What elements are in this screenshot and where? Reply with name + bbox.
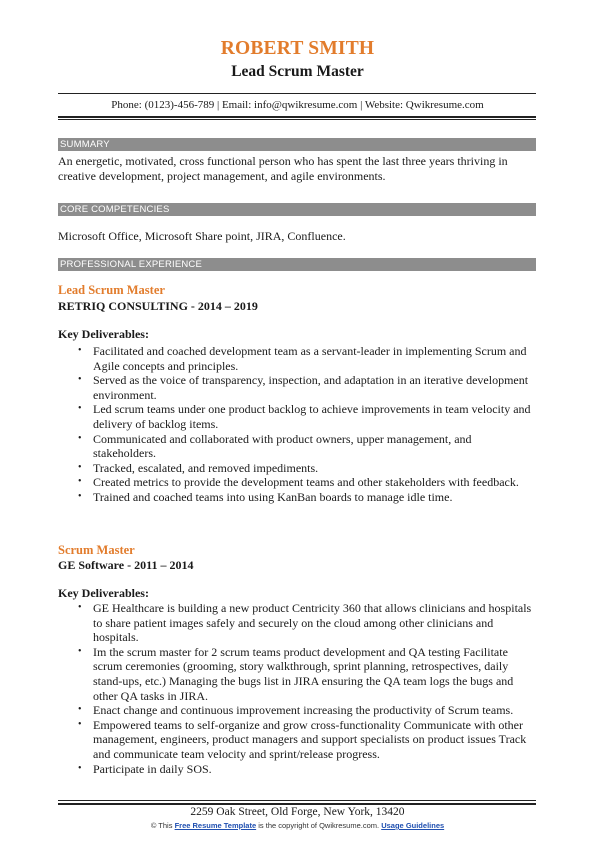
- section-heading-summary: SUMMARY: [58, 138, 536, 151]
- bullet-icon: •: [78, 476, 82, 488]
- bullet-icon: •: [78, 645, 82, 657]
- deliverables-list: [58, 344, 536, 505]
- job-company: RETRIQ CONSULTING - 2014 – 2019: [58, 299, 258, 313]
- candidate-title: Lead Scrum Master: [231, 63, 364, 80]
- job-title: Lead Scrum Master: [58, 283, 165, 297]
- candidate-name: ROBERT SMITH: [220, 38, 375, 59]
- bullet-icon: •: [78, 432, 82, 444]
- list-item: • Communicated and collaborated with product owners, upper management, and stakeholders.: [78, 431, 472, 461]
- section-heading-competencies: CORE COMPETENCIES: [58, 203, 536, 216]
- summary-text: An energetic, motivated, cross functional person who has spent the last three years thriving in creative development, project management, and agile environments.: [58, 154, 508, 183]
- list-item: • Facilitated and coached development team as a servant-leader in implementing Scrum and Agile concepts and principles.: [78, 344, 527, 373]
- bullet-icon: •: [78, 602, 82, 613]
- competencies-text: Microsoft Office, Microsoft Share point, JIRA, Confluence.: [58, 229, 346, 243]
- list-item: • Im the scrum master for 2 scrum teams product development and QA testing Facilitate scrum ceremonies (grooming, story walkthrough, sprint planning, retrospectives, daily stand-ups, etc.) Managing the bugs list in JIRA ensuring the QA team logs the bugs and other QA tasks in JIRA.: [78, 644, 514, 703]
- list-item: • Enact change and continuous improvement increasing the productivity of Scrum teams.: [78, 703, 514, 718]
- divider: [58, 803, 536, 805]
- job-title: Scrum Master: [58, 543, 135, 557]
- deliverables-label: Key Deliverables:: [58, 586, 149, 600]
- list-item: • Led scrum teams under one product backlog to achieve improvements in team velocity and delivery of backlog items.: [78, 402, 531, 431]
- deliverables-label: Key Deliverables:: [58, 327, 149, 341]
- divider: [58, 800, 536, 801]
- footer-address: 2259 Oak Street, Old Forge, New York, 13420: [190, 806, 405, 818]
- bullet-icon: •: [78, 490, 82, 502]
- list-item: • Participate in daily SOS.: [78, 761, 212, 776]
- list-item: • Served as the voice of transparency, inspection, and adaptation in an iterative development environment.: [78, 373, 529, 402]
- footer-copyright: © This Free Resume Template is the copyright of Qwikresume.com. Usage Guidelines: [150, 821, 445, 830]
- bullet-icon: •: [78, 718, 82, 730]
- bullet-icon: •: [78, 345, 82, 356]
- deliverables-list: [58, 601, 536, 776]
- list-item: • Tracked, escalated, and removed impediments.: [78, 460, 319, 475]
- contact-line: Phone: (0123)-456-789 | Email: info@qwikresume.com | Website: Qwikresume.com: [111, 99, 484, 111]
- free-resume-template-link[interactable]: Free Resume Template: [174, 821, 257, 830]
- divider: [58, 119, 536, 120]
- divider: [58, 93, 536, 94]
- divider: [58, 116, 536, 118]
- list-item: • GE Healthcare is building a new product Centricity 360 that allows clinicians and hospitals to share patient images safely and securely on the cloud among other clinicians and hospitals.: [78, 601, 532, 645]
- section-heading-experience: PROFESSIONAL EXPERIENCE: [58, 258, 536, 271]
- bullet-icon: •: [78, 374, 82, 386]
- bullet-icon: •: [78, 403, 82, 415]
- list-item: • Created metrics to provide the development teams and other stakeholders with feedback.: [78, 475, 519, 490]
- bullet-icon: •: [78, 704, 82, 716]
- list-item: • Empowered teams to self-organize and grow cross-functionality Communicate with other management, engineers, product managers and support specialists on product issues Track and communicate team velocity and sprint/release progress.: [78, 717, 527, 761]
- bullet-icon: •: [78, 762, 82, 774]
- job-company: GE Software - 2011 – 2014: [58, 558, 194, 572]
- list-item: • Trained and coached teams into using KanBan boards to manage idle time.: [78, 489, 453, 504]
- usage-guidelines-link[interactable]: Usage Guidelines: [381, 821, 445, 830]
- bullet-icon: •: [78, 461, 82, 473]
